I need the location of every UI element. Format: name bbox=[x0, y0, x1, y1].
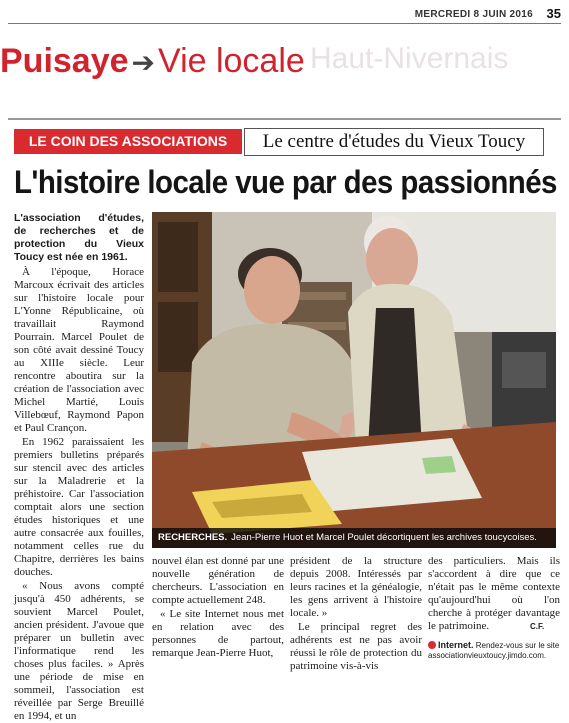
caption-label: RECHERCHES. bbox=[158, 532, 228, 543]
article-subject: Le centre d'études du Vieux Toucy bbox=[244, 128, 544, 156]
page-number: 35 bbox=[546, 6, 561, 21]
text-column-2 bbox=[152, 555, 284, 670]
rubric-section: Vie locale bbox=[158, 42, 305, 80]
rubric-title bbox=[0, 36, 305, 88]
paragraph: nouvel élan est donné par une nouvelle génération de chercheurs. L'association en compte actuellement 248. bbox=[152, 555, 284, 606]
author-signature: C.F. bbox=[530, 622, 545, 631]
paragraph: des particuliers. Mais ils s'accordent à dire que ce n'était pas le même contexte qu'aujourd'hui où l'on cherche à protéger davantage le patrimoine. bbox=[428, 555, 560, 632]
internet-label: Internet. bbox=[438, 640, 474, 650]
page-header bbox=[8, 6, 561, 24]
paragraph: À l'époque, Horace Marcoux écrivait des articles sur l'histoire locale pour L'Yonne Républicaine, où travaillait Raymond Pourrain. Marcel Poulet de son côté avait dessiné Toucy au XIIIe siècle. Leur rencontre aboutira sur la création de l'association avec Michel Martié, Louis Villebœuf, Raymond Papon et Paul Crançon. bbox=[14, 266, 144, 434]
internet-link[interactable]: Rendez-vous sur le site associationvieuxtoucy.jimdo.com. bbox=[428, 641, 560, 660]
text-column-1 bbox=[14, 266, 144, 722]
internet-box bbox=[428, 640, 562, 661]
kicker-badge: LE COIN DES ASSOCIATIONS bbox=[14, 129, 242, 154]
issue-date: MERCREDI 8 JUIN 2016 bbox=[414, 9, 533, 20]
paragraph: En 1962 paraissaient les premiers bulletins préparés sur stencil avec des articles sur la Maladrerie et la préhistoire. Car l'association comptait alors une section études historiques et une autre consacrée aux fouilles, notamment celles rue du Chapitre, derrières les bains douches. bbox=[14, 436, 144, 578]
paragraph: « Le site Internet nous met en relation avec des personnes de partout, remarque Jean-Pierre Huot, bbox=[152, 608, 284, 659]
header-divider bbox=[8, 118, 561, 120]
paragraph: président de la structure depuis 2008. Intéressés par leurs racines et la généalogie, les gens arrivent à l'histoire locale. » bbox=[290, 555, 422, 619]
article-lede: L'association d'études, de recherches et de protection du Vieux Toucy est née en 1961. bbox=[14, 212, 144, 263]
paragraph: Le principal regret des adhérents est ne pas avoir réussi le rôle de protection du patrimoine vis-à-vis bbox=[290, 621, 422, 672]
section-rubric bbox=[0, 36, 569, 86]
text-column-3 bbox=[290, 555, 422, 670]
photo-caption bbox=[152, 528, 556, 548]
arrow-right-icon: ➔ bbox=[131, 47, 155, 78]
photo-illustration bbox=[152, 212, 556, 548]
headline: L'histoire locale vue par des passionnés bbox=[14, 164, 557, 200]
paragraph: « Nous avons compté jusqu'à 450 adhérents, se souvient Marcel Poulet, ancien président. J'avoue que préparer un bulletin avec l'informatique rend les choses plus faciles. » Après une période de mise en sommeil, l'association est réveillée par Serge Breuillé en 1994, et un bbox=[14, 580, 144, 722]
caption-text: Jean-Pierre Huot et Marcel Poulet décortiquent les archives toucycoises. bbox=[231, 532, 537, 543]
rubric-region: Puisaye bbox=[0, 42, 129, 80]
article-photo bbox=[152, 212, 556, 548]
bullet-icon bbox=[428, 641, 436, 649]
rubric-ghost-text: Haut-Nivernais bbox=[310, 42, 509, 75]
